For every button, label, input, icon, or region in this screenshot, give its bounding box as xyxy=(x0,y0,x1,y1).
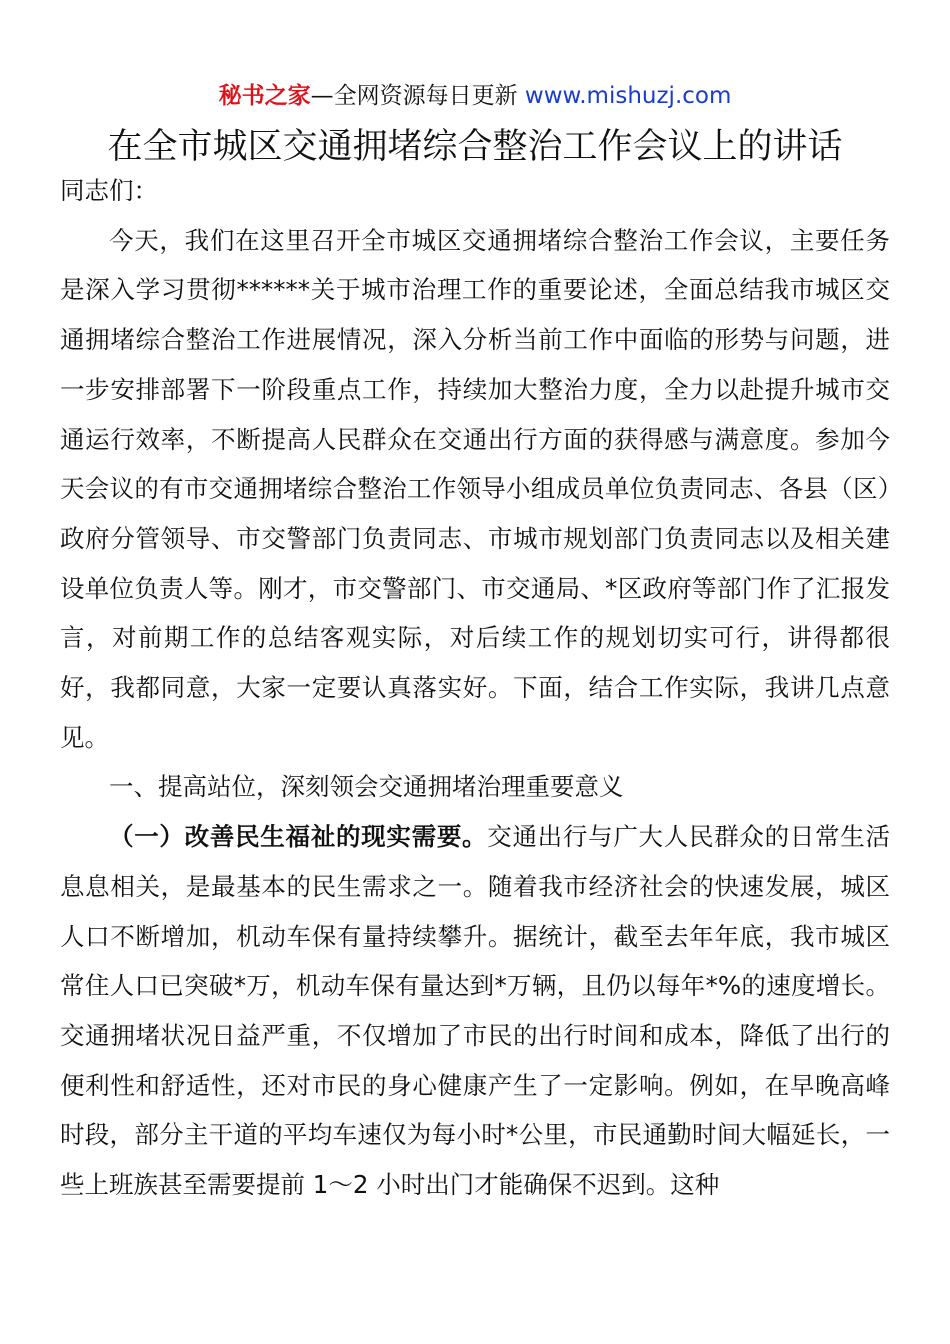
brand-name: 秘书之家 xyxy=(218,83,311,109)
paragraph-intro: 今天，我们在这里召开全市城区交通拥堵综合整治工作会议，主要任务是深入学习贯彻******关于城市治理工作的重要论述，全面总结我市城区交通拥堵综合整治工作进展情况，深入分析当前工作中面临的形势与问题，进一步安排部署下一阶段重点工作，持续加大整治力度，全力以赴提升城市交通运行效率，不断提高人民群众在交通出行方面的获得感与满意度。参加今天会议的有市交通拥堵综合整治工作领导小组成员单位负责同志、各县（区）政府分管领导、市交警部门负责同志、市城市规划部门负责同志以及相关建设单位负责人等。刚才，市交警部门、市交通局、*区政府等部门作了汇报发言，对前期工作的总结客观实际，对后续工作的规划切实可行，讲得都很好，我都同意，大家一定要认真落实好。下面，结合工作实际，我讲几点意见。 xyxy=(60,225,890,752)
subsection-lead: （一）改善民生福祉的现实需要。 xyxy=(109,822,488,852)
subsection-paragraph xyxy=(60,812,890,1210)
document-title: 在全市城区交通拥堵综合整治工作会议上的讲话 xyxy=(107,127,843,167)
site-url-link[interactable]: www.mishuzj.com xyxy=(524,83,732,109)
section-heading: 一、提高站位，深刻领会交通拥堵治理重要意义 xyxy=(109,772,624,802)
site-banner xyxy=(0,80,950,112)
banner-tagline: —全网资源每日更新 xyxy=(310,83,525,109)
salutation: 同志们： xyxy=(60,176,158,205)
document-body xyxy=(60,166,890,1210)
subsection-body: 交通出行与广大人民群众的日常生活息息相关，是最基本的民生需求之一。随着我市经济社会的快速发展，城区人口不断增加，机动车保有量持续攀升。据统计，截至去年年底，我市城区常住人口已突破*万，机动车保有量达到*万辆，且仍以每年*%的速度增长。交通拥堵状况日益严重，不仅增加了市民的出行时间和成本，降低了出行的便利性和舒适性，还对市民的身心健康产生了一定影响。例如，在早晚高峰时段，部分主干道的平均车速仅为每小时*公里，市民通勤时间大幅延长，一些上班族甚至需要提前 1～2 小时出门才能确保不迟到。这种 xyxy=(60,822,890,1200)
